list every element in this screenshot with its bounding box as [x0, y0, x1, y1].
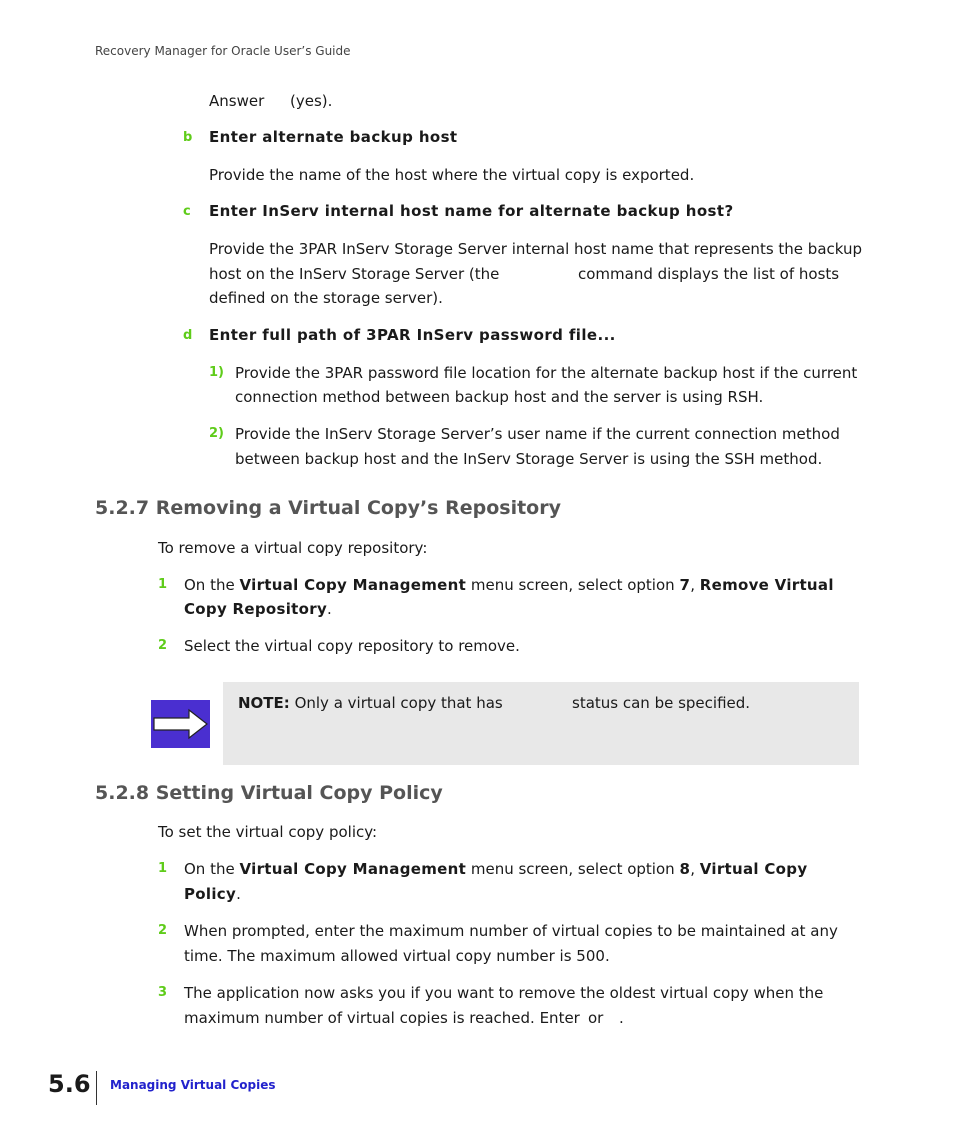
step-528-1-line2: [184, 882, 241, 906]
step-num-527-1: 1: [158, 577, 168, 592]
page-number: 5.6: [48, 1070, 91, 1098]
note-text-b: status can be specified.: [572, 694, 751, 712]
period: .: [327, 600, 332, 618]
step-num-528-2: 2: [158, 923, 168, 938]
item-label-b: b: [183, 130, 193, 145]
running-header: Recovery Manager for Oracle User’s Guide: [95, 44, 351, 58]
footer-divider: [96, 1071, 97, 1105]
answer-suffix: (yes).: [290, 92, 333, 110]
option-number: 8: [679, 860, 691, 878]
sub-item-2-line1: Provide the InServ Storage Server’s user name if the current connection method: [235, 425, 840, 443]
step-528-2-line1: When prompted, enter the maximum number of virtual copies to be maintained at any: [184, 922, 838, 940]
comma: ,: [690, 860, 695, 878]
item-body-c-line2b: command displays the list of hosts: [578, 265, 840, 283]
note-text-a: [238, 691, 503, 715]
option-name-a: Remove Virtual: [699, 576, 834, 594]
sub-item-2-line2: between backup host and the InServ Storage Server is using the SSH method.: [235, 450, 823, 468]
step-mid: menu screen, select option: [470, 860, 675, 878]
item-body-b: Provide the name of the host where the virtual copy is exported.: [209, 166, 695, 184]
sub-item-1-line2: connection method between backup host and the server is using RSH.: [235, 388, 764, 406]
step-num-527-2: 2: [158, 638, 168, 653]
section-heading-528: 5.2.8 Setting Virtual Copy Policy: [95, 782, 443, 804]
step-pre: On the: [184, 576, 235, 594]
option-number: 7: [679, 576, 691, 594]
step-528-3-line1: The application now asks you if you want to remove the oldest virtual copy when the: [184, 984, 824, 1002]
item-body-c-line3: defined on the storage server).: [209, 289, 443, 307]
step-num-528-1: 1: [158, 861, 168, 876]
item-heading-b: Enter alternate backup host: [209, 128, 458, 146]
period: .: [236, 885, 241, 903]
sub-item-label-1: 1): [209, 365, 224, 380]
answer-prefix: Answer: [209, 92, 265, 110]
step-527-2: Select the virtual copy repository to remove.: [184, 637, 520, 655]
arrow-right-icon: [151, 700, 210, 748]
step-528-1-line1: [184, 857, 807, 881]
step-528-2-line2: time. The maximum allowed virtual copy number is 500.: [184, 947, 610, 965]
step-mid: menu screen, select option: [470, 576, 675, 594]
step-528-3-line2a: maximum number of virtual copies is reached. Enter: [184, 1009, 580, 1027]
step-527-1-line2: [184, 597, 332, 621]
section-528-intro: To set the virtual copy policy:: [158, 823, 378, 841]
menu-name: Virtual Copy Management: [239, 860, 467, 878]
item-label-d: d: [183, 328, 193, 343]
footer-chapter-link[interactable]: Managing Virtual Copies: [110, 1078, 276, 1092]
item-body-c-line1: Provide the 3PAR InServ Storage Server internal host name that represents the backup: [209, 240, 863, 258]
step-528-3-line2c: .: [619, 1009, 624, 1027]
menu-name: Virtual Copy Management: [239, 576, 467, 594]
comma: ,: [690, 576, 695, 594]
note-label: NOTE:: [238, 694, 290, 712]
note-arrow-icon: [151, 700, 210, 748]
item-label-c: c: [183, 204, 191, 219]
sub-item-label-2: 2): [209, 426, 224, 441]
note-body-a: Only a virtual copy that has: [294, 694, 503, 712]
option-name-b: Policy: [184, 885, 237, 903]
option-name-a: Virtual Copy: [699, 860, 808, 878]
step-528-3-line2b: or: [588, 1009, 604, 1027]
item-body-c-line2a: host on the InServ Storage Server (the: [209, 265, 500, 283]
section-527-intro: To remove a virtual copy repository:: [158, 539, 428, 557]
section-heading-527: 5.2.7 Removing a Virtual Copy’s Repository: [95, 497, 561, 519]
step-num-528-3: 3: [158, 985, 168, 1000]
step-527-1-line1: [184, 573, 834, 597]
sub-item-1-line1: Provide the 3PAR password file location for the alternate backup host if the current: [235, 364, 858, 382]
option-name-b: Copy Repository: [184, 600, 328, 618]
item-heading-c: Enter InServ internal host name for alternate backup host?: [209, 202, 734, 220]
item-heading-d: Enter full path of 3PAR InServ password file...: [209, 326, 616, 344]
step-pre: On the: [184, 860, 235, 878]
